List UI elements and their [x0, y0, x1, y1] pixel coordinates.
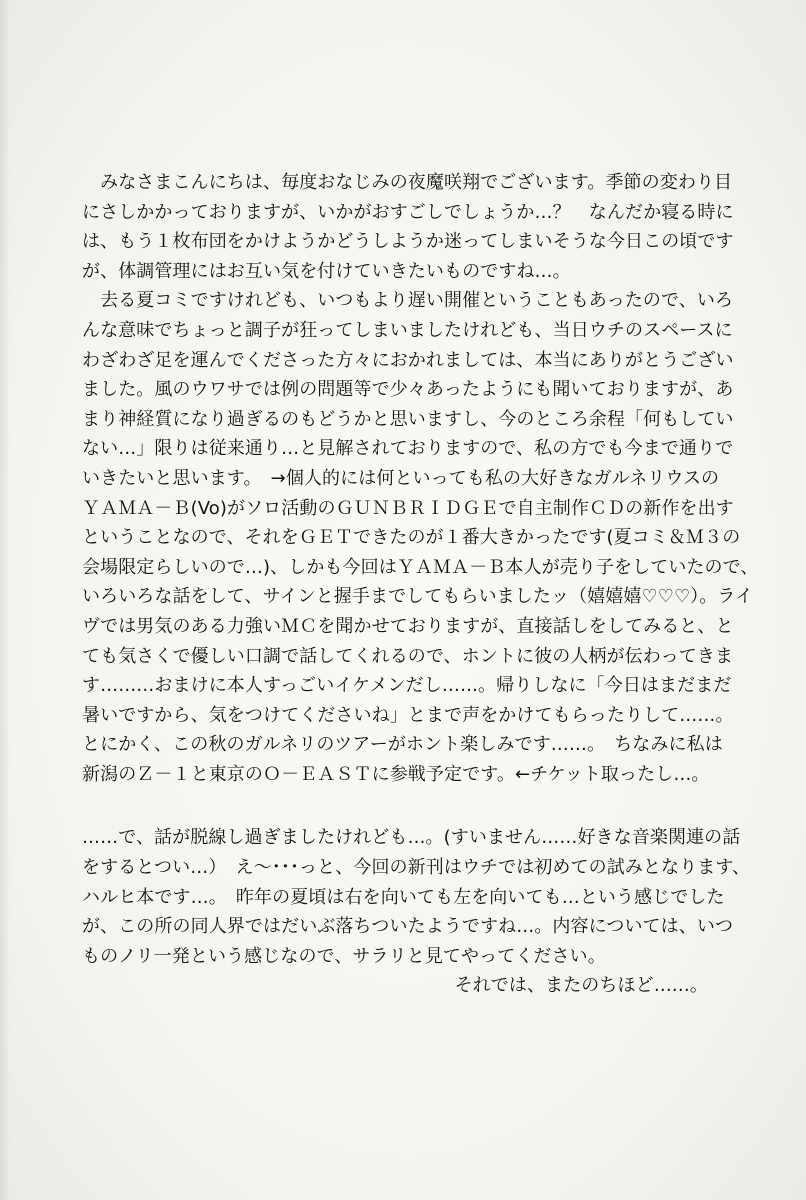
paragraph-summer-comiket	[82, 286, 759, 789]
text-line: みなさまこんにちは、毎度おなじみの夜魔咲翔でございます。季節の変わり目	[82, 172, 733, 193]
text-line: ものノリ一発という感じなので、サラリと見てやってください。	[82, 945, 606, 967]
closing-line: それでは、またのちほど……。	[454, 975, 708, 997]
text-line: ました。風のウワサでは例の問題等で少々あったようにも聞いておりますが、あ	[82, 379, 734, 401]
text-line: 去る夏コミですけれども、いつもより遅い開催ということもあったので、いろ	[82, 290, 734, 312]
text-line: ……で、話が脱線し過ぎましたけれども…。(すいません……好きな音楽関連の話	[82, 827, 741, 849]
text-line: にさしかかっておりますが、いかがおすごしでしょうか…？ なんだか寝る時に	[82, 201, 734, 223]
text-line: いきたいと思います。 →個人的には何といっても私の大好きなガルネリウスの	[82, 467, 720, 489]
text-line: 会場限定らしいので…)、しかも今回はＹＡＭＡ－Ｂ本人が売り子をしていたので、	[82, 556, 759, 578]
paragraph-new-book	[82, 823, 751, 971]
text-line: ても気さくで優しい口調で話してくれるので、ホントに彼の人柄が伝わってきま	[82, 645, 734, 667]
page-edge-shadow	[0, 0, 10, 1200]
text-line: ない…」限りは従来通り…と見解されておりますので、私の方でも今まで通りで	[82, 438, 734, 460]
text-line: す………おまけに本人すっごいイケメンだし……。帰りしなに「今日はまだまだ	[82, 675, 732, 697]
text-line: ハルヒ本です…。 昨年の夏頃は右を向いても左を向いても…という感じでした	[82, 886, 725, 908]
paragraph-spacer	[82, 789, 732, 823]
text-line: をするとつい…） え～･･･っと、今回の新刊はウチでは初めての試みとなります、	[82, 857, 751, 879]
text-line: わざわざ足を運んでくださった方々におかれましては、本当にありがとうござい	[82, 349, 734, 371]
text-line: 暑いですから、気をつけてくださいね」とまで声をかけてもらったりして……。	[82, 704, 734, 726]
text-line: が、この所の同人界ではだいぶ落ちついたようですね…。内容については、いつ	[82, 916, 734, 938]
afterword-text	[82, 168, 759, 1001]
text-line: 新潟のＺ－１と東京のＯ－ＥＡＳＴに参戦予定です。←チケット取ったし…。	[82, 763, 710, 785]
text-line: は、もう１枚布団をかけようかどうしようか迷ってしまいそうな今日この頃です	[82, 231, 734, 253]
text-line: ヴでは男気のある力強いＭＣを聞かせておりますが、直接話しをしてみると、と	[82, 615, 734, 637]
text-line: ということなので、それをＧＥＴできたのが１番大きかったです(夏コミ＆Ｍ３の	[82, 527, 741, 549]
text-line: いろいろな話をして、サインと握手までしてもらいましたッ（嬉嬉嬉♡♡♡）。ライ	[82, 586, 754, 608]
text-line: が、体調管理にはお互い気を付けていきたいものですね…。	[82, 260, 571, 282]
text-line: まり神経質になり過ぎるのもどうかと思いますし、今のところ余程「何もしてい	[82, 408, 734, 430]
paragraph-greeting	[82, 168, 732, 286]
text-line: とにかく、この秋のガルネリのツアーがホント楽しみです……。 ちなみに私は	[82, 734, 723, 756]
text-line: ＹＡＭＡ－Ｂ(Vo)がソロ活動のＧＵＮＢＲＩＤＧＥで自主制作ＣＤの新作を出す	[82, 497, 734, 519]
text-line: んな意味でちょっと調子が狂ってしまいましたけれども、当日ウチのスペースに	[82, 319, 733, 341]
